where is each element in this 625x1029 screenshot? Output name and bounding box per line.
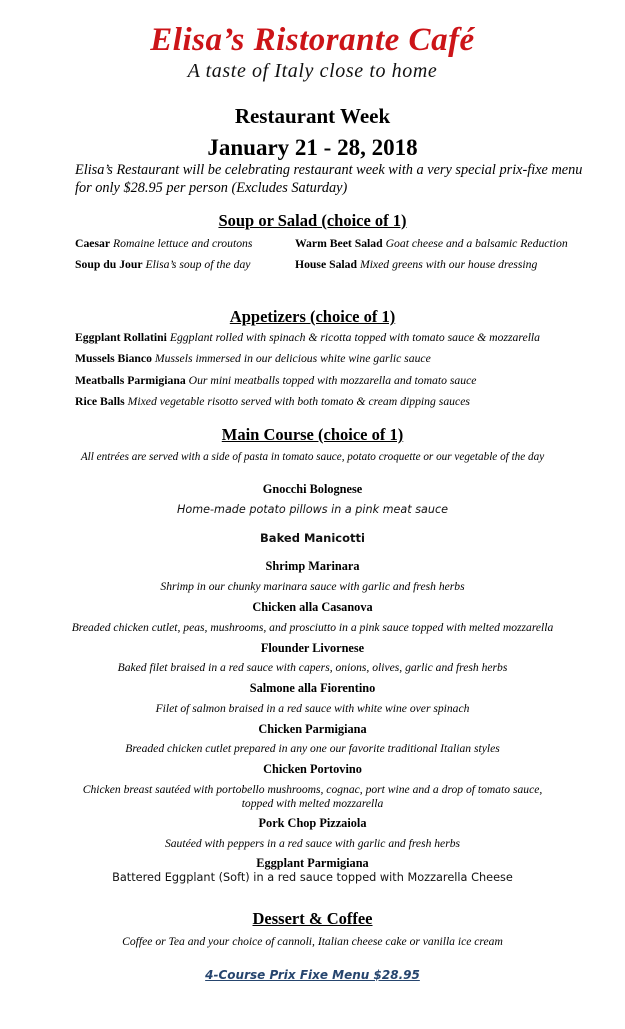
intro-text — [75, 161, 615, 197]
item-desc: Mixed greens with our house dressing — [359, 258, 538, 271]
dish-name: Gnocchi Bolognese — [262, 482, 363, 496]
item-name: House Salad — [295, 258, 358, 271]
dessert-desc: Coffee or Tea and your choice of cannoli, Italian cheese cake or vanilla ice cream — [122, 935, 503, 948]
appetizer-item — [75, 374, 476, 387]
soup-salad-item — [75, 258, 250, 271]
item-name: Soup du Jour — [75, 258, 143, 271]
item-desc: Mussels immersed in our delicious white wine garlic sauce — [154, 352, 431, 365]
tagline: A taste of Italy close to home — [187, 60, 438, 82]
dish-name: Chicken Portovino — [263, 762, 362, 776]
dish-name: Pork Chop Pizzaiola — [258, 816, 367, 830]
dish-name: Eggplant Parmigiana — [256, 856, 369, 870]
dish-desc: Breaded chicken cutlet, peas, mushrooms, and prosciutto in a pink sauce topped with melted mozzarella — [71, 621, 554, 634]
item-name: Eggplant Rollatini — [75, 331, 167, 344]
appetizer-item — [75, 352, 431, 365]
prix-fixe-price: 4-Course Prix Fixe Menu $28.95 — [205, 968, 420, 982]
dish-name: Chicken Parmigiana — [258, 722, 367, 736]
item-desc: Elisa’s soup of the day — [145, 258, 251, 271]
appetizers-heading: Appetizers (choice of 1) — [229, 307, 396, 326]
soup-salad-heading: Soup or Salad (choice of 1) — [218, 211, 407, 230]
dish-desc: Shrimp in our chunky marinara sauce with garlic and fresh herbs — [160, 580, 465, 593]
event-dates: January 21 - 28, 2018 — [207, 135, 418, 160]
event-title: Restaurant Week — [234, 104, 391, 128]
dish-name: Shrimp Marinara — [265, 559, 360, 573]
item-desc: Goat cheese and a balsamic Reduction — [385, 237, 568, 250]
soup-salad-item — [295, 237, 568, 250]
dish-desc: Chicken breast sautéed with portobello mushrooms, cognac, port wine and a drop of tomato sauce, — [82, 783, 543, 796]
item-name: Mussels Bianco — [75, 352, 152, 365]
restaurant-name: Elisa’s Ristorante Café — [150, 22, 475, 58]
dish-desc: Home-made potato pillows in a pink meat sauce — [176, 503, 449, 516]
dish-desc: topped with melted mozzarella — [241, 797, 384, 810]
item-name: Meatballs Parmigiana — [75, 374, 186, 387]
dessert-heading: Dessert & Coffee — [252, 909, 373, 928]
dish-name: Flounder Livornese — [260, 641, 365, 655]
dish-name: Baked Manicotti — [260, 531, 365, 545]
item-name: Caesar — [75, 237, 111, 250]
dish-desc: Battered Eggplant (Soft) in a red sauce topped with Mozzarella Cheese — [112, 871, 513, 884]
soup-salad-item — [75, 237, 252, 250]
item-desc: Mixed vegetable risotto served with both tomato & cream dipping sauces — [127, 395, 470, 408]
dish-name: Salmone alla Fiorentino — [249, 681, 376, 695]
item-desc: Our mini meatballs topped with mozzarella and tomato sauce — [188, 374, 477, 387]
item-name: Warm Beet Salad — [295, 237, 383, 250]
appetizer-item — [75, 331, 540, 344]
appetizer-item — [75, 395, 470, 408]
main-course-heading: Main Course (choice of 1) — [221, 425, 404, 444]
dish-desc: Breaded chicken cutlet prepared in any one our favorite traditional Italian styles — [125, 742, 500, 755]
soup-salad-item — [295, 258, 537, 271]
main-course-note: All entrées are served with a side of pasta in tomato sauce, potato croquette or our vegetable of the day — [80, 451, 545, 463]
dish-desc: Filet of salmon braised in a red sauce with white wine over spinach — [155, 702, 470, 715]
dish-desc: Sautéed with peppers in a red sauce with garlic and fresh herbs — [164, 837, 461, 850]
intro-line-1: Elisa’s Restaurant will be celebrating restaurant week with a very special prix-fixe menu — [75, 162, 583, 178]
item-desc: Eggplant rolled with spinach & ricotta topped with tomato sauce & mozzarella — [169, 331, 541, 344]
item-desc: Romaine lettuce and croutons — [112, 237, 253, 250]
dish-desc: Baked filet braised in a red sauce with capers, onions, olives, garlic and fresh herbs — [117, 661, 508, 674]
intro-line-2: for only $28.95 per person (Excludes Saturday) — [75, 180, 348, 196]
item-name: Rice Balls — [75, 395, 125, 408]
dish-name: Chicken alla Casanova — [252, 600, 373, 614]
